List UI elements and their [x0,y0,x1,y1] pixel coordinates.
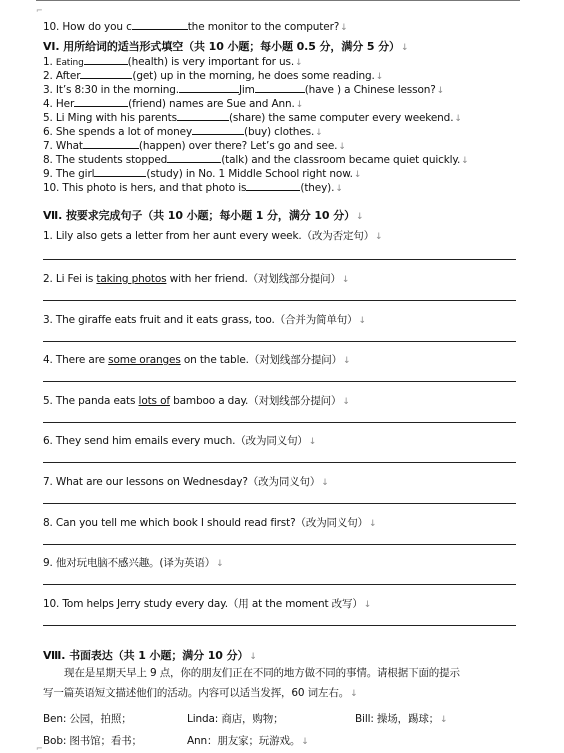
answer-line[interactable] [43,544,516,545]
answer-blank[interactable] [255,83,305,93]
hint-linda: Linda: 商店，购物； [187,713,284,725]
answer-blank[interactable] [167,153,221,163]
answer-line[interactable] [43,503,516,504]
rewrite-item-2: 2. Li Fei is taking photos with her friend.（对划线部分提问）↓ [43,273,350,285]
answer-blank[interactable] [246,181,300,191]
rewrite-item-3: 3. The giraffe eats fruit and it eats grass, too.（合并为简单句）↓ [43,314,366,326]
answer-line[interactable] [43,584,516,585]
writing-prompt-line-2: 写一篇英语短文描述他们的活动。内容可以适当发挥，60 词左右。↓ [43,687,358,699]
fill-item-9: 9. The girl (study) in No. 1 Middle School right now.↓ [43,168,362,180]
fill-item-8: 8. The students stopped (talk) and the classroom became quiet quickly.↓ [43,154,469,166]
q10-line: 10. How do you c the monitor to the computer?↓ [43,21,348,33]
rewrite-item-9: 9. 他对玩电脑不感兴趣。(译为英语）↓ [43,557,224,569]
rewrite-item-4: 4. There are some oranges on the table.（对划线部分提问）↓ [43,354,351,366]
section-7-title: Ⅶ. 按要求完成句子（共 10 小题；每小题 1 分，满分 10 分）↓ [43,209,364,222]
answer-blank[interactable] [132,20,188,30]
hint-ann: Ann：朋友家；玩游戏。↓ [187,735,309,747]
answer-line[interactable] [43,341,516,342]
rewrite-item-1: 1. Lily also gets a letter from her aunt every week.（改为否定句）↓ [43,230,383,242]
hint-bob: Bob: 图书馆；看书； [43,735,142,747]
corner-mark: ⌐ [36,6,43,15]
hint-bill: Bill: 操场，踢球；↓ [355,713,448,725]
rewrite-item-8: 8. Can you tell me which book I should read first?（改为同义句）↓ [43,517,377,529]
fill-item-6: 6. She spends a lot of money (buy) clothes.↓ [43,126,323,138]
answer-line[interactable] [43,422,516,423]
fill-item-7: 7. What (happen) over there? Let’s go and see.↓ [43,140,346,152]
fill-item-3: 3. It’s 8:30 in the morning. Jim (have ) a Chinese lesson?↓ [43,84,445,96]
fill-item-1: 1. Eating (health) is very important for us.↓ [43,56,303,68]
fill-item-5: 5. Li Ming with his parents (share) the same computer every weekend.↓ [43,112,462,124]
corner-mark: ⌐ [36,744,43,753]
answer-blank[interactable] [80,69,132,79]
answer-blank[interactable] [83,139,139,149]
answer-blank[interactable] [94,167,146,177]
rewrite-item-5: 5. The panda eats lots of bamboo a day.（对划线部分提问）↓ [43,395,350,407]
answer-line[interactable] [43,300,516,301]
writing-prompt-line-1: 现在是星期天早上 9 点，你的朋友们正在不同的地方做不同的事情。请根据下面的提示 [64,667,460,679]
answer-line[interactable] [43,259,516,260]
answer-blank[interactable] [74,97,128,107]
rewrite-item-10: 10. Tom helps Jerry study every day.（用 at the moment 改写）↓ [43,598,372,610]
answer-line[interactable] [43,625,516,626]
answer-line[interactable] [43,462,516,463]
answer-line[interactable] [43,381,516,382]
answer-blank[interactable] [192,125,244,135]
rewrite-item-7: 7. What are our lessons on Wednesday?（改为同义句）↓ [43,476,329,488]
rewrite-item-6: 6. They send him emails every much.（改为同义句）↓ [43,435,317,447]
top-border [36,0,520,3]
hint-ben: Ben: 公园，拍照； [43,713,132,725]
answer-blank[interactable] [84,55,128,65]
section-8-title: Ⅷ. 书面表达（共 1 小题；满分 10 分）↓ [43,649,257,662]
fill-item-2: 2. After (get) up in the morning, he does some reading.↓ [43,70,384,82]
fill-item-10: 10. This photo is hers, and that photo is (they).↓ [43,182,343,194]
section-6-title: VI. 用所给词的适当形式填空（共 10 小题；每小题 0.5 分，满分 5 分）↓ [43,40,409,53]
fill-item-4: 4. Her (friend) names are Sue and Ann.↓ [43,98,304,110]
answer-blank[interactable] [177,111,229,121]
answer-blank[interactable] [179,83,239,93]
